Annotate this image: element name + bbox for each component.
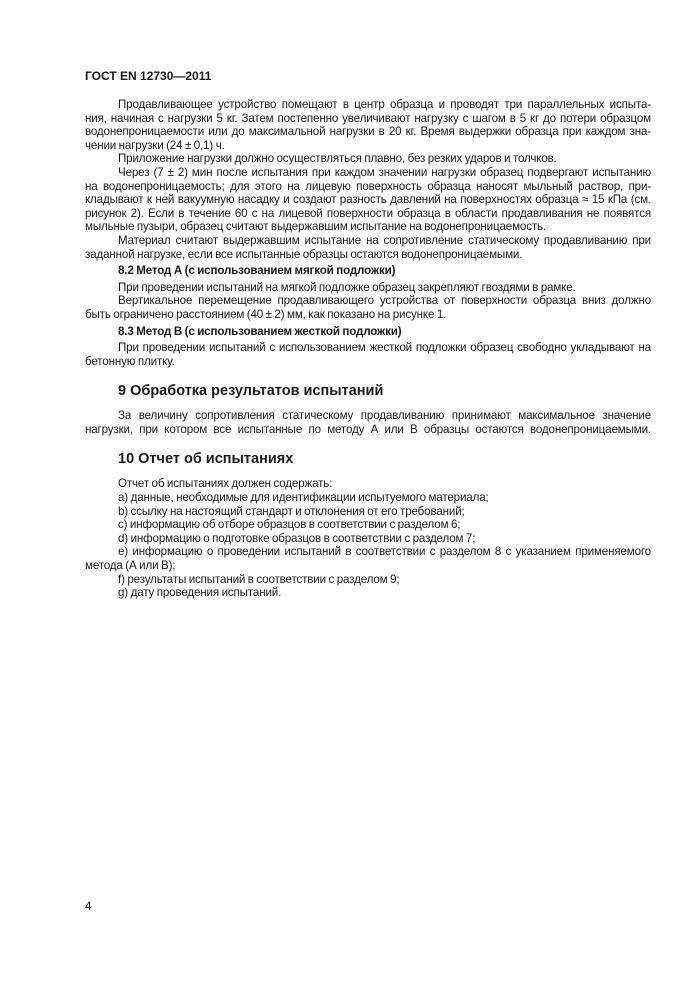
text-line: кладывают к ней вакуумную насадку и создают разность давлений на поверхностях образца ≈ 15 кПа (см.	[85, 193, 651, 207]
text-line: Материал считают выдержавшим испытание на сопротивление статическому продавливанию при	[118, 233, 651, 247]
text-line: водонепроницаемости или до максимальной нагрузки в 20 кг. Время выдержки образца при каждом зна-	[85, 125, 651, 139]
text-line: чении нагрузки (24 ± 0,1) ч.	[85, 138, 225, 152]
document-body	[85, 98, 651, 600]
list-item: e) информацию о проведении испытаний в соответствии с разделом 8 с указанием применяемого	[118, 545, 651, 559]
text-line: заданной нагрузке, если все испытанные образцы остаются водонепроницаемыми.	[85, 247, 523, 261]
page-number: 4	[85, 900, 92, 913]
list-item: a) данные, необходимые для идентификации испытуемого материала;	[118, 491, 489, 505]
text-line: быть ограничено расстоянием (40 ± 2) мм, как показано на рисунке 1.	[85, 307, 447, 321]
document-header: ГОСТ EN 12730—2011	[85, 69, 212, 83]
text-line: При проведении испытаний на мягкой подложке образец закрепляют гвоздями в рамке.	[118, 280, 576, 294]
text-line: нагрузки, при котором все испытанные по методу А или В образцы остаются водонепроницаемыми.	[85, 422, 651, 436]
text-line: ния, начиная с нагрузки 5 кг. Затем постепенно увеличивают нагрузку с шагом в 5 кг до потери образцом	[85, 111, 651, 125]
subsection-heading-8-3: 8.3 Метод В (с использованием жесткой подложки)	[118, 324, 402, 338]
text-line: на водонепроницаемость; для этого на лицевую поверхность образца наносят мыльный раствор, при-	[85, 179, 651, 193]
text-line: При проведении испытаний с использованием жесткой подложки образец свободно укладывают на	[118, 341, 651, 355]
text-line: Продавливающее устройство помещают в центр образца и проводят три параллельных испыта-	[118, 98, 651, 111]
text-line: Вертикальное перемещение продавливающего устройства от поверхности образца вниз должно	[118, 294, 651, 308]
subsection-heading-8-2: 8.2 Метод А (с использованием мягкой подложки)	[118, 264, 396, 278]
text-line: Отчет об испытаниях должен содержать:	[118, 477, 333, 491]
list-item: b) ссылку на настоящий стандарт и отклонения от его требований;	[118, 504, 465, 518]
text-line: метода (А или В);	[85, 559, 176, 573]
section-heading-9: 9 Обработка результатов испытаний	[118, 383, 384, 400]
list-item: f) результаты испытаний в соответствии с разделом 9;	[118, 572, 400, 586]
section-heading-10: 10 Отчет об испытаниях	[118, 451, 294, 468]
list-item: g) дату проведения испытаний.	[118, 586, 282, 600]
text-line: рисунок 2). Если в течение 60 с на лицевой поверхности образца в области продавливания не появятся	[85, 206, 651, 220]
list-item: d) информацию о подготовке образцов в соответствии с разделом 7;	[118, 531, 476, 545]
text-line: бетонную плитку.	[85, 354, 175, 368]
text-line: мыльные пузыри, образец считают выдержавшим испытание на водонепроницаемость.	[85, 220, 546, 234]
list-item: c) информацию об отборе образцов в соответствии с разделом 6;	[118, 518, 461, 532]
text-line: Приложение нагрузки должно осуществляться плавно, без резких ударов и толчков.	[118, 152, 557, 166]
text-line: Через (7 ± 2) мин после испытания при каждом значении нагрузки образец подвергают испытанию	[118, 165, 651, 179]
text-line: За величину сопротивления статическому продавливанию принимают максимальное значение	[118, 409, 651, 423]
